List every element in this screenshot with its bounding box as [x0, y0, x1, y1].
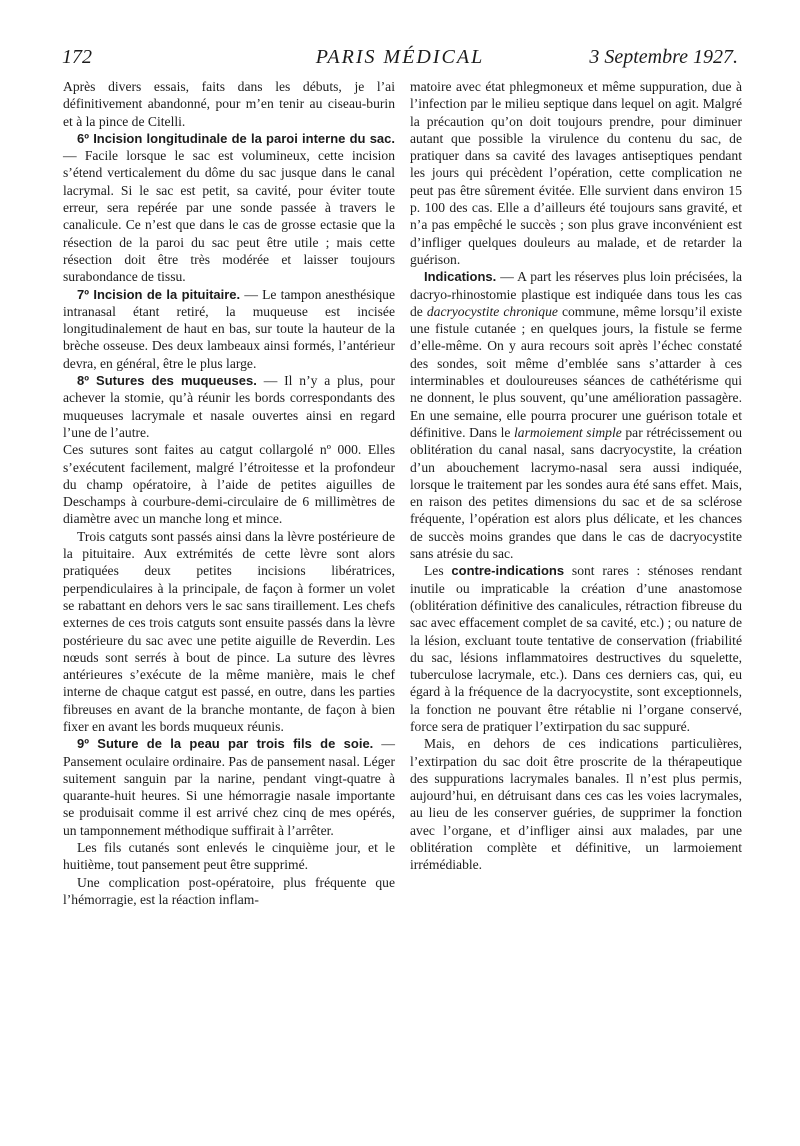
- running-header: [62, 44, 738, 70]
- section-heading: contre-indications: [451, 563, 565, 579]
- page-number: 172: [62, 46, 92, 68]
- paragraph: Les fils cutanés sont enlevés le cinquième jour, et le huitième, tout pansement peut être supprimé.: [63, 840, 395, 873]
- paragraph-incision-pituitaire: 7º Incision de la pituitaire. — Le tampon anesthésique intranasal étant retiré, la muqueuse est incisée longitudinalement de haut en bas, sur toute la hauteur de la brèche osseuse. Des deux lambeaux ainsi formés, l’antérieur devra, en général, être le plus large.: [63, 286, 395, 371]
- paragraph: Une complication post-opératoire, plus fréquente que l’hémorragie, est la réaction inflam-: [63, 874, 395, 907]
- paragraph-contre-indications: Les contre-indications sont rares : sténoses rendant inutile ou impraticable la création d’une anastomose (oblitération définitive des canalicules, rétraction fibreuse du sac avec effacement complet de sa cavité, etc.) ; ou nature de la lésion, excluant toute tentative de conservation (friabilité du sac, lésions inflammatoires destructives du squelette, tuberculose lacrymale, etc.). Dans ces derniers cas, qui, eu égard à la fréquence de la dacryocystite, sont exceptionnels, la fonction ne pouvant être rétablie ni l’organe conservé, force sera de pratiquer l’extirpation du sac suppuré.: [410, 563, 742, 734]
- section-heading: 6º Incision longitudinale de la paroi interne du sac.: [77, 130, 395, 146]
- right-column: [410, 78, 742, 874]
- paragraph: Après divers essais, faits dans les débuts, je l’ai définitivement abandonné, pour m’en tenir au ciseau-burin et à la pince de Citelli.: [63, 79, 395, 129]
- paragraph: Mais, en dehors de ces indications particulières, l’extirpation du sac doit être proscrite de la thérapeutique des suppurations lacrymales banales. Il n’est plus permis, aujourd’hui, en détruisant dans ces cas les voies lacrymales, au lieu de les conserver guéries, de supprimer la fonction avec l’organe, et d’infliger ainsi aux malades, par une oblitération complète et définitive, un larmoiement irrémédiable.: [410, 736, 742, 873]
- paragraph-incision-sac: 6º Incision longitudinale de la paroi interne du sac. — Facile lorsque le sac est volumineux, cette incision s’étend verticalement du dôme du sac jusque dans le canal lacrymal. Si le sac est petit, sa cavité, pour éviter toute erreur, sera repérée par une sonde passée à travers le canalicule. Ce n’est que dans le cas de grosse ectasie que la résection de la paroi du sac peut être utile ; mais cette résection doit être très modérée et laisser toujours surabondance de tissu.: [63, 130, 395, 285]
- paragraph: matoire avec état phlegmoneux et même suppuration, due à l’infection par le milieu septique dans lequel on agit. Malgré la précaution qu’on doit toujours prendre, pour diminuer autant que possible la virulence du contenu du sac, de pratiquer dans sa cavité des lavages antiseptiques pendant les jours qui précèdent l’opération, cette complication ne peut pas être sûrement évitée. Elle survient dans environ 15 p. 100 des cas. Elle a d’ailleurs été toujours sans gravité, et n’a pas empêché le succès ; son plus grave inconvénient est d’infliger quelques douleurs au malade, et de retarder la guérison.: [410, 79, 742, 267]
- paragraph-indications: Indications. — A part les réserves plus loin précisées, la dacryo-rhinostomie plastique est indiquée dans tous les cas de dacryocystite chronique commune, même lorsqu’il existe une fistule cutanée ; en quelques jours, la fistule se ferme d’elle-même. On y aura recours soit après l’échec constaté des sondes, soit même d’emblée sans s’attarder à ces interminables et douloureuses séances de cathétérisme qui ne donnent, le plus souvent, qu’une amélioration passagère. En une semaine, elle pourra procurer une guérison totale et définitive. Dans le larmoiement simple par rétrécissement ou oblitération du canal nasal, sans dacryocystite, la création d’un abouchement lacrymo-nasal sera aussi indiquée, lorsque le traitement par les sondes aura été sans effet. Mais, en raison des petites dimensions du sac et de sa sclérose fréquente, l’opération est alors plus délicate, et les chances de succès moins grandes que dans le cas de dacryocystite sans atrésie du sac.: [410, 269, 743, 562]
- paragraph-sutures-muqueuses: 8º Sutures des muqueuses. — Il n’y a plus, pour achever la stomie, qu’à réunir les bords correspondants des muqueuses lacrymale et nasale ouvertes ainsi en regard l’une de l’autre.: [63, 373, 395, 440]
- section-heading: 8º Sutures des muqueuses.: [77, 373, 257, 389]
- paragraph: Ces sutures sont faites au catgut collargolé nº 000. Elles s’exécutent facilement, malgré l’étroitesse et la profondeur du champ opératoire, à l’aide de petites aiguilles de Deschamps à courbure-demi-circulaire de 6 millimètres de diamètre avec un manche long et mince.: [63, 442, 395, 527]
- italic-term: dacryocystite chronique: [426, 303, 558, 319]
- section-heading: Indications.: [424, 269, 497, 285]
- paragraph-suture-peau: 9º Suture de la peau par trois fils de soie. — Pansement oculaire ordinaire. Pas de pansement nasal. Léger suitement sanguin par la narine, pendant vingt-quatre à quarante-huit heures. Si une hémorragie nasale importante se produisait comme il est arrivé chez cinq de mes opérés, un tamponnement méthodique suffirait à l’arrêter.: [63, 736, 395, 838]
- italic-term: larmoiement simple: [514, 424, 622, 440]
- paragraph: Trois catguts sont passés ainsi dans la lèvre postérieure de la pituitaire. Aux extrémités de cette lèvre sont alors pratiquées deux petites incisions libératrices, perpendiculaires à la principale, de façon à former un volet se rabattant en dehors vers le sac sans tiraillement. Les chefs externes de ces trois catguts sont ensuite passés dans la lèvre postérieure du sac avec une petite aiguille de Reverdin. Les nœuds sont serrés à bout de pince. La suture des lèvres antérieures s’exécute de la même manière, mais le chef interne de chaque catgut est passé, en outre, dans les parties fibreuses en avant de la branche montante, de façon à bien fixer en avant les bords muqueux réunis.: [63, 528, 395, 734]
- issue-date: 3 Septembre 1927.: [589, 46, 738, 68]
- section-heading: 9º Suture de la peau par trois fils de soie.: [77, 736, 374, 752]
- left-column: [63, 78, 395, 908]
- journal-title: PARIS MÉDICAL: [315, 46, 485, 68]
- section-heading: 7º Incision de la pituitaire.: [77, 286, 241, 302]
